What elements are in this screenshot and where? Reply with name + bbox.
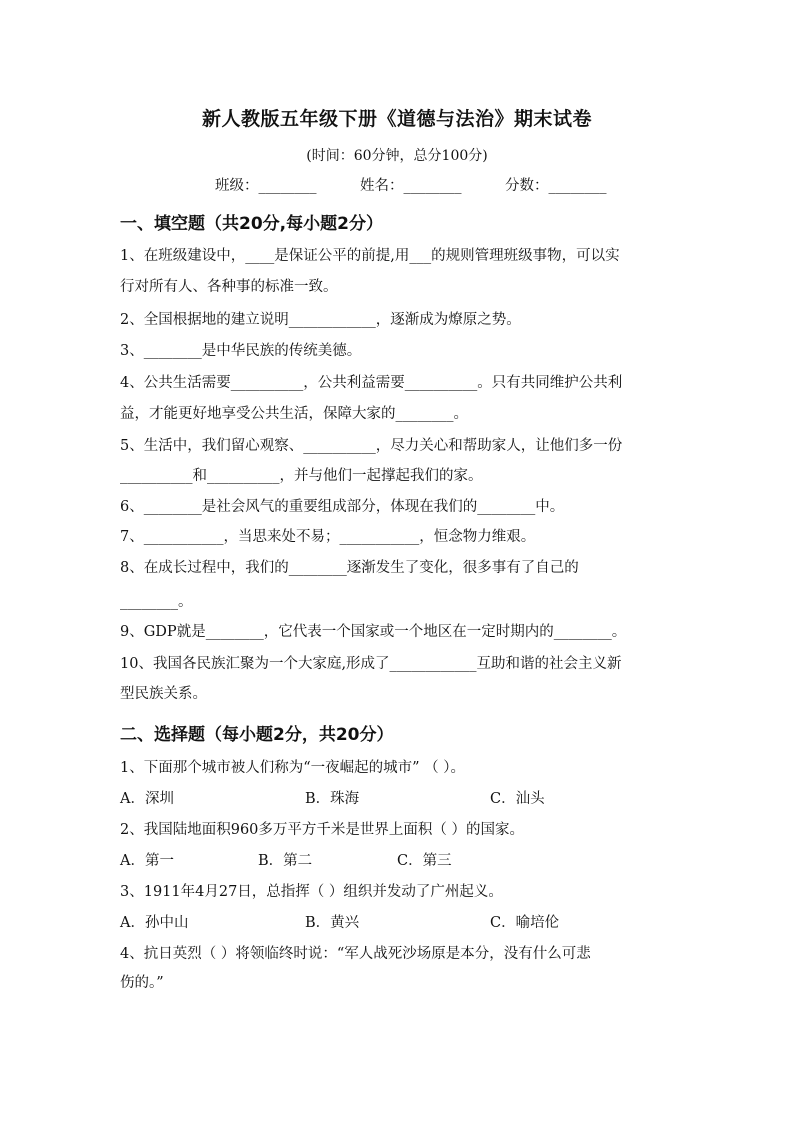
question-stem: 4、抗日英烈（ ）将领临终时说：“军人战死沙场原是本分，没有什么可悲 <box>120 946 591 962</box>
question-line: 2、全国根据地的建立说明____________，逐渐成为燎原之势。 <box>120 312 521 328</box>
option-c: C．汕头 <box>490 791 545 807</box>
question-line: 3、________是中华民族的传统美德。 <box>120 343 362 359</box>
question-line: __________和__________，并与他们一起撑起我们的家。 <box>120 468 483 484</box>
name-field: 姓名：________ <box>360 178 462 194</box>
question-stem: 3、1911年4月27日，总指挥（ ）组织并发动了广州起义。 <box>120 884 503 900</box>
question-stem: 1、下面那个城市被人们称为“一夜崛起的城市” （ ）。 <box>120 760 466 776</box>
question-stem: 伤的。” <box>120 975 164 991</box>
option-a: A．第一 <box>120 853 174 869</box>
question-line: ________。 <box>120 594 193 610</box>
option-c: C．喻培伦 <box>490 915 560 931</box>
question-line: 益，才能更好地享受公共生活，保障大家的________。 <box>120 406 468 422</box>
option-b: B．第二 <box>258 853 313 869</box>
section-fill-in-blank-heading: 一、填空题（共20分,每小题2分） <box>120 214 383 234</box>
question-line: 6、________是社会风气的重要组成部分，体现在我们的________中。 <box>120 499 565 515</box>
question-line: 1、在班级建设中，____是保证公平的前提,用___的规则管理班级事物，可以实 <box>120 248 620 264</box>
question-line: 9、GDP就是________，它代表一个国家或一个地区在一定时期内的________。 <box>120 624 627 640</box>
exam-title: 新人教版五年级下册《道德与法治》期末试卷 <box>201 108 592 130</box>
score-field: 分数：________ <box>505 178 607 194</box>
question-line: 5、生活中，我们留心观察、__________，尽力关心和帮助家人，让他们多一份 <box>120 438 623 454</box>
option-b: B．黄兴 <box>305 915 360 931</box>
question-line: 型民族关系。 <box>120 686 207 702</box>
question-stem: 2、我国陆地面积960多万平方千米是世界上面积（ ）的国家。 <box>120 822 525 838</box>
section-multiple-choice-heading: 二、选择题（每小题2分，共20分） <box>120 725 394 745</box>
option-b: B．珠海 <box>305 791 360 807</box>
exam-time-and-score: (时间：60分钟，总分100分) <box>306 148 488 164</box>
question-line: 8、在成长过程中，我们的________逐渐发生了变化，很多事有了自己的 <box>120 560 579 576</box>
question-line: 行对所有人、各种事的标准一致。 <box>120 279 338 295</box>
option-a: A．深圳 <box>120 791 174 807</box>
question-line: 10、我国各民族汇聚为一个大家庭,形成了____________互助和谐的社会主义新 <box>120 656 622 672</box>
option-a: A．孙中山 <box>120 915 189 931</box>
question-line: 4、公共生活需要__________，公共利益需要__________。只有共同维护公共利 <box>120 375 623 391</box>
option-c: C．第三 <box>397 853 452 869</box>
class-field: 班级：________ <box>215 178 317 194</box>
question-line: 7、___________，当思来处不易；___________，恒念物力维艰。 <box>120 529 536 545</box>
